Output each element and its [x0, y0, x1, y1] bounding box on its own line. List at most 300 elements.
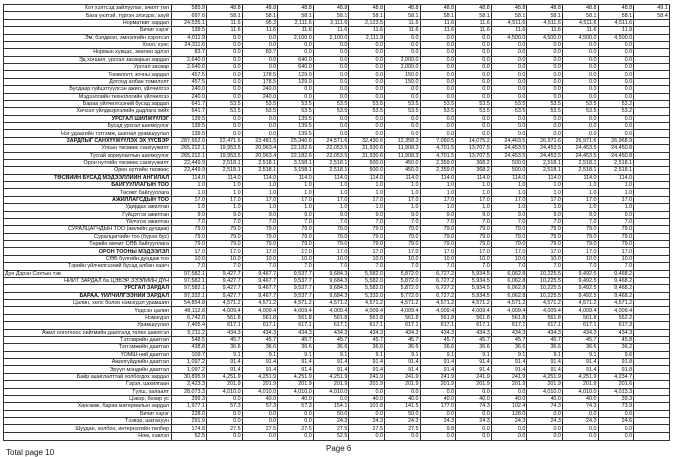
table-cell: 0.0 — [491, 71, 527, 78]
row-label: Дүн Дэрэн Сохтын тэв — [4, 270, 172, 277]
table-cell: 0.0 — [456, 123, 492, 130]
table-cell: 24.3 — [384, 418, 420, 425]
table-cell: 53.5 — [242, 100, 278, 107]
table-cell: 434.3 — [313, 329, 349, 336]
table-cell — [634, 86, 670, 93]
table-row — [4, 137, 670, 144]
table-cell: 561.8 — [384, 314, 420, 321]
table-cell: 91.4 — [349, 366, 385, 373]
table-cell: 1.0 — [562, 182, 598, 189]
table-cell: 9.1 — [242, 351, 278, 358]
table-cell: 201.9 — [313, 381, 349, 388]
table-cell: 0.0 — [420, 410, 456, 417]
table-cell: 9,427.7 — [207, 292, 243, 299]
table-cell: 1.0 — [527, 189, 563, 196]
table-cell: 241.9 — [349, 373, 385, 380]
table-cell: 1.0 — [527, 182, 563, 189]
table-row — [4, 19, 670, 26]
table-cell: 23,481.5 — [242, 137, 278, 144]
table-cell — [634, 344, 670, 351]
table-cell: 1.0 — [207, 189, 243, 196]
table-cell: 91.4 — [313, 359, 349, 366]
table-cell: 10,225.5 — [527, 285, 563, 292]
table-cell: 11.6 — [562, 27, 598, 34]
table-cell: 22,182.6 — [278, 145, 314, 152]
table-cell: 45.7 — [278, 336, 314, 343]
table-row — [4, 395, 670, 402]
table-cell: 19,953.5 — [207, 152, 243, 159]
table-row — [4, 270, 670, 277]
table-cell: 4,009.4 — [242, 307, 278, 314]
table-cell: 0.0 — [491, 432, 527, 440]
table-cell — [634, 307, 670, 314]
table-cell: 79.0 — [598, 241, 634, 248]
table-cell: 241.9 — [456, 373, 492, 380]
table-cell: 79.0 — [278, 226, 314, 233]
table-cell: 0.0 — [527, 410, 563, 417]
table-cell: 0.0 — [242, 41, 278, 48]
table-cell: 79.0 — [562, 241, 598, 248]
table-cell: 79.0 — [278, 241, 314, 248]
table-cell: 561.8 — [420, 314, 456, 321]
table-cell — [634, 93, 670, 100]
table-cell: 7.0 — [491, 218, 527, 225]
table-cell: 6,727.2 — [420, 292, 456, 299]
row-label: Дотоод албан томилолт — [4, 78, 172, 85]
table-cell: 24,453.5 — [562, 145, 598, 152]
table-cell: 4,571.2 — [491, 300, 527, 307]
table-cell: 201.9 — [456, 381, 492, 388]
table-cell: 9.0 — [384, 211, 420, 218]
table-cell: 561.8 — [278, 314, 314, 321]
table-cell: 0.0 — [349, 78, 385, 85]
table-cell: 17.0 — [242, 196, 278, 203]
table-cell — [634, 196, 670, 203]
table-cell: 4,009.4 — [456, 307, 492, 314]
table-cell: 0.0 — [527, 71, 563, 78]
table-cell: 201.9 — [349, 381, 385, 388]
table-cell: 178.5 — [242, 78, 278, 85]
row-label: Томилолт, зочны зардал — [4, 71, 172, 78]
table-cell: 1.0 — [598, 189, 634, 196]
table-cell: 4,251.9 — [278, 373, 314, 380]
table-cell: 617.1 — [420, 322, 456, 329]
table-cell: 4,009.4 — [278, 307, 314, 314]
table-cell: 7.0 — [207, 218, 243, 225]
table-cell: 24.6 — [598, 418, 634, 425]
table-cell: 36.6 — [384, 344, 420, 351]
table-cell: 0.0 — [456, 130, 492, 137]
row-label: Урамшуулал — [4, 322, 172, 329]
row-label: Удирдах ажилтан — [4, 204, 172, 211]
table-cell: 53.5 — [242, 108, 278, 115]
table-cell: 17.0 — [598, 248, 634, 255]
table-cell: 0.0 — [313, 49, 349, 56]
table-cell — [634, 322, 670, 329]
table-cell: 79.0 — [527, 226, 563, 233]
budget-table — [3, 4, 670, 441]
table-cell: 0.0 — [456, 41, 492, 48]
table-cell: 617.3 — [598, 322, 634, 329]
table-cell: 1.0 — [313, 189, 349, 196]
table-cell: 2,000.0 — [384, 56, 420, 63]
table-row — [4, 182, 670, 189]
table-cell: 40.0 — [384, 395, 420, 402]
table-cell: 0.0 — [598, 64, 634, 71]
table-cell: 0.0 — [562, 432, 598, 440]
row-label: Бараа үйлчилгээний бусад зардал — [4, 100, 172, 107]
table-cell: 7.0 — [242, 263, 278, 270]
table-cell: 129.0 — [278, 71, 314, 78]
table-cell: 7.0 — [172, 218, 207, 225]
row-label: ОРОН ТООНЫ МЭДЭЭЛЭЛ — [4, 248, 172, 255]
table-cell: 58.1 — [562, 12, 598, 19]
table-cell: 10.0 — [313, 255, 349, 262]
table-cell: 10,225.5 — [527, 270, 563, 277]
table-cell: 24,453.5 — [527, 152, 563, 159]
table-cell — [634, 300, 670, 307]
table-cell: 139.5 — [278, 130, 314, 137]
table-cell: 0.0 — [491, 388, 527, 395]
table-cell: 58.1 — [207, 12, 243, 19]
table-cell: 3,158.1 — [278, 167, 314, 174]
table-cell: 17.0 — [527, 196, 563, 203]
table-cell: 11.6 — [491, 27, 527, 34]
table-cell: 240.0 — [172, 86, 207, 93]
table-cell: 7.0 — [349, 263, 385, 270]
table-cell: 97,582.1 — [172, 285, 207, 292]
table-cell: 4,500.0 — [598, 34, 634, 41]
row-label: Орон нутгийн төсвөөс санхүүжилт — [4, 159, 172, 166]
table-cell: 4,701.5 — [420, 145, 456, 152]
table-cell: 79.0 — [313, 241, 349, 248]
table-cell: 434.3 — [242, 329, 278, 336]
table-cell: 139.5 — [172, 130, 207, 137]
table-cell: 52.5 — [313, 432, 349, 440]
table-cell: 45.7 — [207, 336, 243, 343]
table-cell: 6,727.2 — [420, 285, 456, 292]
table-cell: 7.0 — [384, 218, 420, 225]
table-cell: 26,971.6 — [527, 137, 563, 144]
table-cell: 0.0 — [207, 64, 243, 71]
table-cell: 53.5 — [562, 108, 598, 115]
table-cell: 0.0 — [242, 115, 278, 122]
table-cell: 57.3 — [207, 403, 243, 410]
table-cell: 10.0 — [491, 255, 527, 262]
table-cell: 438.8 — [172, 344, 207, 351]
table-cell — [634, 145, 670, 152]
row-label: Цалин, хөлс болон нэмэгдэл урамшил — [4, 300, 172, 307]
row-label: Тээвэр, шатахуун — [4, 418, 172, 425]
table-cell: 0.0 — [420, 49, 456, 56]
table-cell: 13,707.5 — [456, 152, 492, 159]
table-cell: 0.0 — [349, 71, 385, 78]
table-cell: 150.0 — [384, 78, 420, 85]
table-cell: 114.0 — [420, 174, 456, 181]
table-cell: 2,518.1 — [313, 159, 349, 166]
table-cell: 434.3 — [491, 329, 527, 336]
table-cell — [634, 174, 670, 181]
table-cell: 36.6 — [456, 344, 492, 351]
table-cell: 450.0 — [384, 159, 420, 166]
table-cell: 0.0 — [349, 410, 385, 417]
table-cell: 434.3 — [598, 329, 634, 336]
table-cell: 2,518.1 — [598, 167, 634, 174]
table-cell: 2,423.3 — [172, 381, 207, 388]
table-cell: 0.0 — [491, 86, 527, 93]
table-cell: 0.0 — [598, 115, 634, 122]
table-cell: 17.0 — [172, 248, 207, 255]
table-cell: 9.0 — [456, 211, 492, 218]
table-cell: 2,111.9 — [349, 34, 385, 41]
table-cell — [634, 19, 670, 26]
table-cell: 4,571.2 — [207, 300, 243, 307]
row-label: АЖИЛЛАГСДЫН ТОО — [4, 196, 172, 203]
row-label: Ажилгүйдлийн даатгал — [4, 359, 172, 366]
table-cell: 7.0 — [420, 263, 456, 270]
table-row — [4, 366, 670, 373]
table-cell: 45.8 — [598, 336, 634, 343]
row-label: Бичиг хэрэг — [4, 410, 172, 417]
table-cell: 45.7 — [456, 336, 492, 343]
table-cell: 4,010.0 — [562, 388, 598, 395]
table-cell: 5,872.0 — [384, 270, 420, 277]
table-cell: 36.6 — [527, 344, 563, 351]
table-cell: 0.0 — [242, 410, 278, 417]
table-cell: 24,535.1 — [172, 19, 207, 26]
row-label: Нэмэгдэл — [4, 314, 172, 321]
table-cell: 2,100.0 — [278, 34, 314, 41]
table-cell: 4,511.6 — [598, 19, 634, 26]
row-label: Цэвэр, бохир ус — [4, 395, 172, 402]
table-cell: 0.0 — [384, 34, 420, 41]
table-cell: 7.0 — [313, 218, 349, 225]
table-cell: 0.0 — [384, 41, 420, 48]
table-row — [4, 241, 670, 248]
row-label: Хот хэлтсэд зайлуулах, ачилт төл — [4, 5, 172, 12]
table-cell: 9,492.5 — [562, 292, 598, 299]
table-cell: 150.0 — [384, 71, 420, 78]
table-cell: 0.0 — [598, 56, 634, 63]
table-cell: 4,009.4 — [420, 307, 456, 314]
table-cell: 1.0 — [172, 182, 207, 189]
table-cell: 91.4 — [207, 366, 243, 373]
table-cell: 0.0 — [562, 123, 598, 130]
row-label: УРСГАЛ ШИЛЖҮҮЛЭГ — [4, 115, 172, 122]
table-cell: 4,511.6 — [562, 19, 598, 26]
table-cell: 4,251.9 — [207, 373, 243, 380]
table-cell: 4,251.9 — [242, 373, 278, 380]
table-cell — [634, 167, 670, 174]
table-cell: 0.0 — [527, 115, 563, 122]
table-cell: 9.6 — [598, 351, 634, 358]
table-cell: 36.6 — [420, 344, 456, 351]
table-cell: 53.5 — [278, 108, 314, 115]
table-cell: 240.0 — [242, 86, 278, 93]
table-cell: 0.0 — [313, 78, 349, 85]
table-cell: 0.0 — [207, 115, 243, 122]
table-cell: 24,453.5 — [527, 145, 563, 152]
table-cell: 53.5 — [207, 100, 243, 107]
table-cell: 27.5 — [242, 425, 278, 432]
table-cell: 0.0 — [562, 78, 598, 85]
table-cell: 434.3 — [278, 329, 314, 336]
table-cell: 0.0 — [456, 56, 492, 63]
table-cell: 1.0 — [278, 182, 314, 189]
table-cell: 0.0 — [313, 64, 349, 71]
row-label: НИЙТ ЗАРДАЛ ба ЦЭВЭР ЗЭЭЛИЙН ДҮН — [4, 277, 172, 284]
table-cell: 0.0 — [242, 34, 278, 41]
table-cell — [634, 27, 670, 34]
table-cell: 9,684.3 — [313, 292, 349, 299]
table-cell — [634, 336, 670, 343]
table-cell: 58.1 — [527, 12, 563, 19]
table-cell: 91.4 — [278, 366, 314, 373]
table-row — [4, 233, 670, 240]
table-cell: 0.0 — [420, 93, 456, 100]
table-cell: 27.5 — [278, 425, 314, 432]
table-cell: 0.0 — [598, 410, 634, 417]
table-cell: 0.0 — [349, 86, 385, 93]
table-cell — [634, 277, 670, 284]
table-row — [4, 204, 670, 211]
table-cell: 58.1 — [598, 12, 634, 19]
table-cell: 79.0 — [172, 226, 207, 233]
table-cell: 617.1 — [456, 322, 492, 329]
table-cell — [634, 410, 670, 417]
table-cell: 74.3 — [527, 403, 563, 410]
table-cell: 1,977.1 — [172, 403, 207, 410]
table-cell: 1.0 — [172, 204, 207, 211]
table-cell: 4,571.2 — [527, 300, 563, 307]
table-row — [4, 322, 670, 329]
table-cell — [634, 395, 670, 402]
table-cell: 91.4 — [384, 366, 420, 373]
row-label: Үйлчлэх ажилтан — [4, 218, 172, 225]
table-cell: 241.9 — [384, 373, 420, 380]
table-cell: 91.4 — [420, 359, 456, 366]
table-cell: 9.0 — [598, 211, 634, 218]
table-cell: 617.1 — [562, 322, 598, 329]
table-cell: 5,872.0 — [384, 285, 420, 292]
table-cell: 1.0 — [562, 204, 598, 211]
table-cell: 9,427.7 — [207, 277, 243, 284]
table-cell: 24,463.5 — [491, 137, 527, 144]
row-label: Ажил олгогчоос нийгмийн даатгалд төлөх шимтгэл — [4, 329, 172, 336]
table-cell: 0.0 — [278, 432, 314, 440]
table-cell — [634, 381, 670, 388]
table-cell: 58.1 — [456, 12, 492, 19]
table-cell: 24.3 — [491, 418, 527, 425]
row-label: Эд хогшил, урсгал засварын зардал — [4, 56, 172, 63]
row-label: ҮОМШ-ний даатгал — [4, 351, 172, 358]
table-row — [4, 152, 670, 159]
table-cell: 0.0 — [420, 71, 456, 78]
table-cell: 79.0 — [313, 226, 349, 233]
table-cell: 5,772.0 — [384, 292, 420, 299]
table-cell: 0.0 — [491, 115, 527, 122]
row-label: БАЙГУУЛЛАГЫН ТОО — [4, 182, 172, 189]
table-row — [4, 329, 670, 336]
table-cell: 91.4 — [491, 366, 527, 373]
table-cell: 48.8 — [598, 5, 634, 12]
table-row — [4, 336, 670, 343]
table-cell: 7.0 — [598, 218, 634, 225]
table-row — [4, 71, 670, 78]
table-cell: 53.5 — [313, 100, 349, 107]
table-cell: 201.9 — [562, 381, 598, 388]
table-cell: 0.0 — [456, 410, 492, 417]
table-cell: 26,971.6 — [562, 137, 598, 144]
table-cell: 114.0 — [172, 174, 207, 181]
table-cell: 95.3 — [242, 19, 278, 26]
table-cell: 4,251.9 — [313, 373, 349, 380]
table-cell: 2,359.0 — [420, 167, 456, 174]
table-cell: 11.6 — [384, 19, 420, 26]
table-cell: 9.0 — [242, 211, 278, 218]
table-cell: 434.3 — [349, 329, 385, 336]
table-cell: 240.0 — [172, 93, 207, 100]
table-cell — [634, 115, 670, 122]
table-cell: 0.0 — [420, 78, 456, 85]
table-cell: 24,453.5 — [562, 152, 598, 159]
page-number-label: Page 6 — [326, 444, 352, 453]
table-cell: 22,449.9 — [172, 159, 207, 166]
table-cell: 79.0 — [242, 241, 278, 248]
table-cell: 10.0 — [456, 255, 492, 262]
table-cell: 48.8 — [562, 5, 598, 12]
table-cell: 0.0 — [456, 64, 492, 71]
table-cell: 5,582.0 — [349, 277, 385, 284]
table-cell: 139.5 — [172, 115, 207, 122]
table-cell: 17.0 — [313, 248, 349, 255]
table-cell: 0.0 — [598, 93, 634, 100]
table-cell: 0.0 — [207, 49, 243, 56]
table-cell: 1,097.2 — [172, 359, 207, 366]
table-cell: 4,009.4 — [562, 307, 598, 314]
table-cell: 9.0 — [313, 211, 349, 218]
table-cell: 7,060.5 — [420, 137, 456, 144]
table-cell: 0.0 — [349, 123, 385, 130]
table-cell: 17.0 — [420, 248, 456, 255]
table-cell: 1,097.2 — [172, 366, 207, 373]
table-cell: 0.0 — [527, 425, 563, 432]
table-cell: 0.0 — [562, 115, 598, 122]
table-cell — [634, 432, 670, 440]
table-cell: 9,537.7 — [278, 270, 314, 277]
table-cell: 79.0 — [349, 241, 385, 248]
table-row — [4, 145, 670, 152]
table-row — [4, 277, 670, 284]
table-cell: 7.0 — [384, 263, 420, 270]
table-cell: 20,963.4 — [242, 152, 278, 159]
table-cell: 4,009.4 — [313, 307, 349, 314]
table-cell: 17.0 — [207, 196, 243, 203]
table-cell: 17.0 — [562, 196, 598, 203]
table-cell: 0.0 — [456, 388, 492, 395]
table-cell: 57.3 — [242, 403, 278, 410]
table-row — [4, 285, 670, 292]
table-cell: 49.1 — [634, 5, 670, 12]
table-cell — [634, 403, 670, 410]
table-cell: 0.0 — [420, 432, 456, 440]
table-cell: 1.0 — [242, 182, 278, 189]
table-cell: 79.0 — [242, 226, 278, 233]
row-label: Бичиг хэрэг — [4, 27, 172, 34]
table-cell: 97,582.1 — [172, 270, 207, 277]
table-cell: 2,111.6 — [313, 19, 349, 26]
table-cell: 9,467.7 — [242, 285, 278, 292]
